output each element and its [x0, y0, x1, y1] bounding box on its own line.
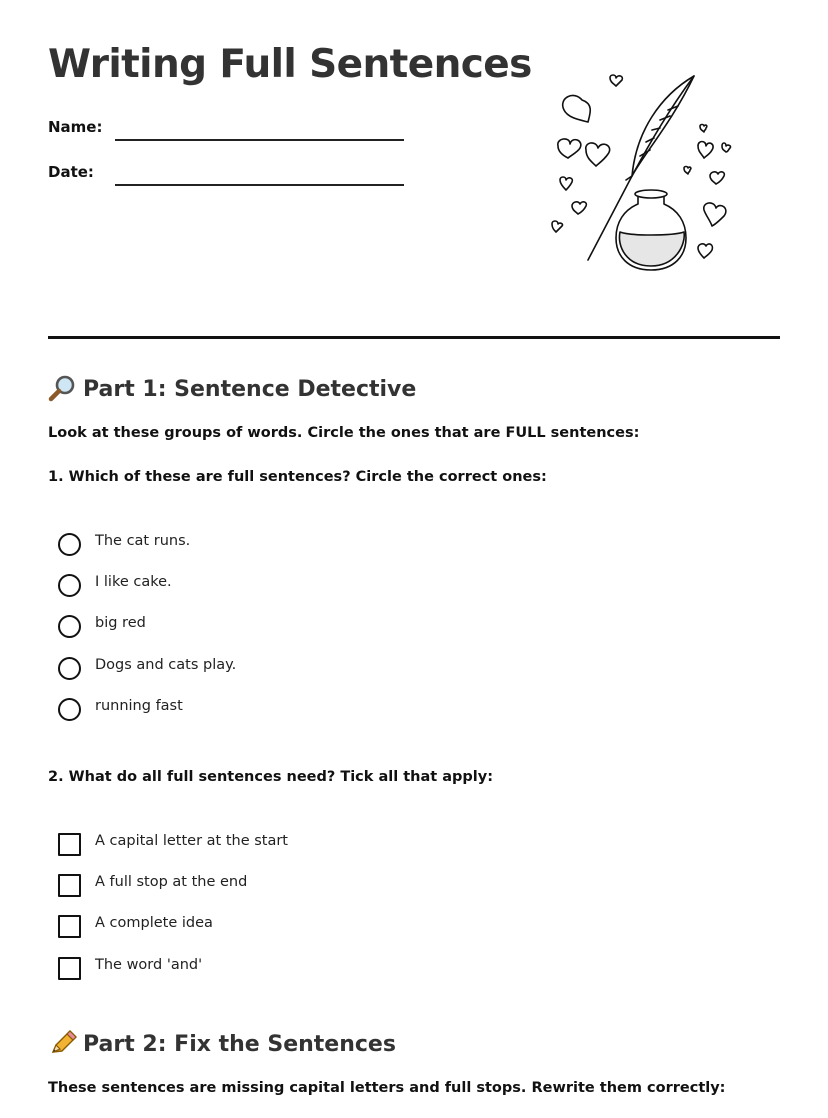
header-divider	[48, 336, 780, 339]
part2-heading	[48, 1029, 396, 1057]
date-field[interactable]	[48, 163, 408, 187]
option-label: big red	[95, 615, 146, 631]
option-label: A capital letter at the start	[95, 833, 288, 849]
q1-option[interactable]	[58, 614, 458, 640]
part1-instruction: Look at these groups of words. Circle the ones that are FULL sentences:	[48, 425, 640, 441]
checkbox[interactable]	[58, 915, 81, 938]
date-label: Date:	[48, 163, 94, 181]
radio-circle[interactable]	[58, 615, 81, 638]
q1-option[interactable]	[58, 656, 458, 682]
radio-circle[interactable]	[58, 574, 81, 597]
q1-option[interactable]	[58, 697, 458, 723]
q2-option[interactable]	[58, 956, 458, 982]
question-1-prompt: 1. Which of these are full sentences? Circle the correct ones:	[48, 469, 547, 485]
pencil-icon	[48, 1029, 78, 1057]
quill-and-inkwell-with-hearts-icon	[540, 70, 740, 280]
q2-option[interactable]	[58, 873, 458, 899]
magnifying-glass-icon	[48, 374, 78, 402]
page-title: Writing Full Sentences	[48, 42, 532, 87]
radio-circle[interactable]	[58, 533, 81, 556]
checkbox[interactable]	[58, 957, 81, 980]
checkbox[interactable]	[58, 833, 81, 856]
q2-option[interactable]	[58, 914, 458, 940]
part2-heading-text: Part 2: Fix the Sentences	[83, 1032, 396, 1057]
part2-instruction: These sentences are missing capital letters and full stops. Rewrite them correctly:	[48, 1080, 726, 1096]
option-label: Dogs and cats play.	[95, 657, 237, 673]
name-line[interactable]	[115, 139, 404, 141]
checkbox[interactable]	[58, 874, 81, 897]
date-line[interactable]	[115, 184, 404, 186]
option-label: running fast	[95, 698, 183, 714]
worksheet-page	[48, 0, 780, 1118]
radio-circle[interactable]	[58, 657, 81, 680]
q2-option[interactable]	[58, 832, 458, 858]
radio-circle[interactable]	[58, 698, 81, 721]
part1-heading	[48, 374, 416, 402]
name-label: Name:	[48, 118, 103, 136]
name-field[interactable]	[48, 118, 408, 142]
option-label: A complete idea	[95, 915, 213, 931]
question-2-prompt: 2. What do all full sentences need? Tick all that apply:	[48, 769, 494, 785]
option-label: A full stop at the end	[95, 874, 248, 890]
q1-option[interactable]	[58, 532, 458, 558]
part1-heading-text: Part 1: Sentence Detective	[83, 377, 417, 402]
option-label: The word 'and'	[95, 957, 203, 973]
option-label: I like cake.	[95, 574, 172, 590]
q1-option[interactable]	[58, 573, 458, 599]
option-label: The cat runs.	[95, 533, 191, 549]
